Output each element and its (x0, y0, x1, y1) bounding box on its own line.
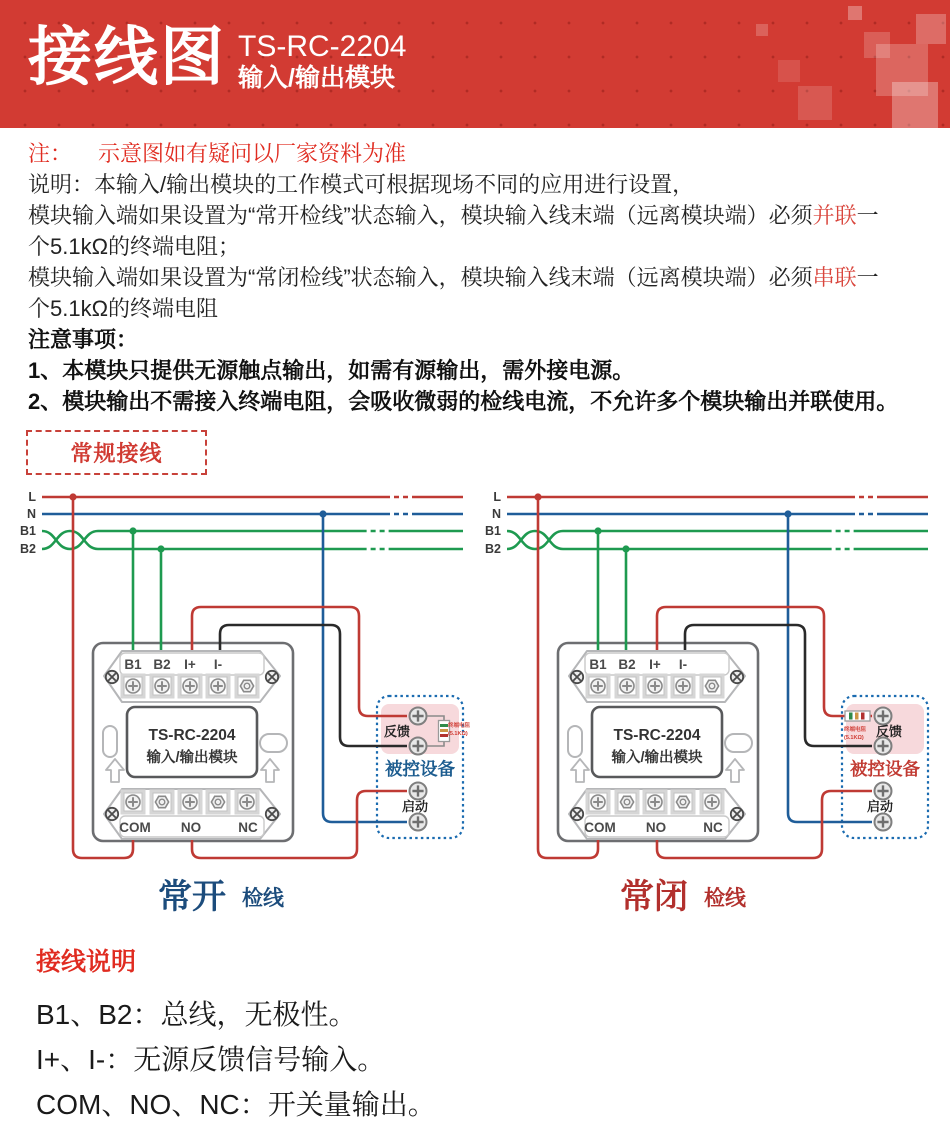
start-label: 启动 (866, 799, 894, 814)
warn-title: 注意事项： (28, 327, 139, 352)
section-label: 常规接线 (70, 441, 163, 466)
legend-item-output: COM、NO、NC：开关量输出。 (36, 1089, 436, 1120)
resistor-value-label: (5.1KΩ) (448, 731, 468, 737)
legend-title: 接线说明 (36, 948, 137, 976)
legend-item-feedback: I+、I-：无源反馈信号输入。 (36, 1044, 386, 1075)
desc-line-3: 个5.1kΩ的终端电阻； (28, 234, 241, 259)
module-type: 输入/输出模块 (238, 64, 395, 92)
caption-normally-closed (620, 878, 747, 916)
diagram-normally-closed (485, 490, 928, 916)
diagram-normally-open (20, 490, 470, 916)
highlight-series: 串联 (812, 265, 857, 290)
resistor-value-label: (5.1KΩ) (844, 735, 864, 741)
warn-item-1: 1、本模块只提供无源触点输出，如需有源输出，需外接电源。 (28, 358, 635, 383)
feedback-label: 反馈 (875, 724, 903, 739)
caption-sub: 检线 (242, 887, 284, 910)
desc-line-1: 说明：本输入/输出模块的工作模式可根据现场不同的应用进行设置， (28, 172, 695, 197)
controlled-device-label: 被控设备 (850, 759, 920, 779)
terminal-resistor-series (845, 711, 870, 721)
desc-line-4: 模块输入端如果设置为“常闭检线”状态输入，模块输入线末端（远离模块端）必须串联一 (28, 265, 879, 290)
caption-sub: 检线 (704, 887, 746, 910)
caption-main: 常开 (158, 878, 226, 916)
desc-line-5: 个5.1kΩ的终端电阻 (28, 296, 219, 321)
note-text: 示意图如有疑问以厂家资料为准 (98, 141, 407, 166)
model-number: TS-RC-2204 (238, 30, 407, 63)
controlled-device-label: 被控设备 (385, 759, 455, 779)
resistor-name-label: 终端电阻 (448, 723, 471, 729)
feedback-label: 反馈 (383, 724, 411, 739)
resistor-name-label: 终端电阻 (844, 727, 867, 733)
legend-item-bus: B1、B2：总线，无极性。 (36, 999, 357, 1030)
warn-item-2: 2、模块输出不需接入终端电阻，会吸收微弱的检线电流，不允许多个模块输出并联使用。 (28, 389, 899, 414)
start-label: 启动 (401, 799, 429, 814)
caption-normally-open (158, 878, 285, 916)
highlight-parallel: 并联 (812, 203, 857, 228)
legend-block (36, 942, 436, 1127)
page-title: 接线图 (28, 21, 226, 93)
note-label: 注： (28, 141, 73, 166)
caption-main: 常闭 (620, 878, 688, 916)
desc-line-2: 模块输入端如果设置为“常开检线”状态输入，模块输入线末端（远离模块端）必须并联一 (28, 203, 879, 228)
